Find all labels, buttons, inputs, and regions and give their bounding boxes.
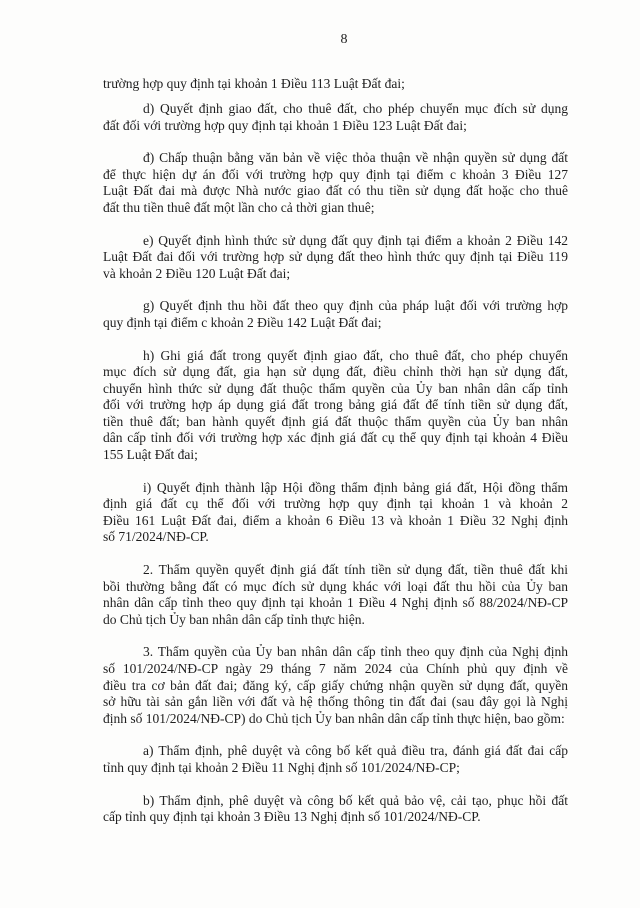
text-line: e) Quyết định hình thức sử dụng đất quy định tại điểm a khoản 2 Điều 142: [143, 232, 568, 248]
text-line: số 101/2024/NĐ-CP ngày 29 tháng 7 năm 2024 của Chính phủ quy định về: [103, 661, 568, 677]
text-line: Luật Đất đai mà được Nhà nước giao đất có thu tiền sử dụng đất hoặc cho thuê: [103, 183, 568, 199]
text-line: sở hữu tài sản gắn liền với đất và hệ thống thông tin đất đai (sau đây gọi là Nghị: [103, 694, 568, 710]
text-line: đất đối với trường hợp quy định tại khoản 1 Điều 123 Luật Đất đai;: [103, 117, 467, 133]
clause-b: [103, 793, 568, 826]
text-line: mục đích sử dụng đất, gia hạn sử dụng đất, điều chỉnh thời hạn sử dụng đất,: [103, 364, 568, 380]
text-line: chuyển hình thức sử dụng đất thuộc thẩm quyền của Ủy ban nhân dân cấp tỉnh: [103, 380, 568, 396]
text-line: dân cấp tỉnh đối với trường hợp xác định giá đất cụ thể quy định tại khoản 4 Điều: [103, 430, 568, 446]
text-line: d) Quyết định giao đất, cho thuê đất, cho phép chuyển mục đích sử dụng: [143, 100, 568, 116]
text-line: để thực hiện dự án đối với trường hợp quy định tại điểm c khoản 3 Điều 127: [103, 166, 568, 182]
text-line: i) Quyết định thành lập Hội đồng thẩm định bảng giá đất, Hội đồng thẩm: [143, 479, 568, 495]
text-line: đất thu tiền thuê đất một lần cho cả thời gian thuê;: [103, 199, 375, 215]
text-line: 2. Thẩm quyền quyết định giá đất tính tiền sử dụng đất, tiền thuê đất khi: [143, 562, 568, 578]
text-line: đ) Chấp thuận bằng văn bản về việc thỏa thuận về nhận quyền sử dụng đất: [143, 150, 568, 166]
section-3: [103, 644, 568, 727]
text-line: số 71/2024/NĐ-CP.: [103, 529, 209, 545]
text-line: 3. Thẩm quyền của Ủy ban nhân dân cấp tỉnh theo quy định của Nghị định: [143, 644, 568, 660]
text-line: 155 Luật Đất đai;: [103, 447, 198, 463]
clause-d: [103, 101, 568, 134]
document-body: [103, 76, 568, 826]
page-number: 8: [340, 32, 348, 47]
text-line: Điều 161 Luật Đất đai, điểm a khoản 6 Điều 13 và khoản 1 Điều 32 Nghị định: [103, 512, 568, 528]
text-line: bồi thường bằng đất có mục đích sử dụng khác với loại đất thu hồi của Ủy ban: [103, 578, 568, 594]
text-line: Luật Đất đai đối với trường hợp sử dụng đất theo hình thức quy định tại Điều 119: [103, 249, 568, 265]
text-line: định giá đất cụ thể đối với trường hợp quy định tại khoản 1 và khoản 2: [103, 496, 568, 512]
clause-dd: [103, 150, 568, 216]
text-line: cấp tỉnh quy định tại khoản 3 Điều 13 Nghị định số 101/2024/NĐ-CP.: [103, 809, 481, 825]
clause-h: [103, 348, 568, 464]
text-line: định số 101/2024/NĐ-CP) do Chủ tịch Ủy ban nhân dân cấp tỉnh thực hiện, bao gồm:: [103, 710, 565, 726]
section-2: [103, 562, 568, 628]
clause-e: [103, 233, 568, 283]
text-line: tiền thuê đất; ban hành quyết định giá đất thuộc thẩm quyền của Ủy ban nhân: [103, 413, 568, 429]
text-line: nhân dân cấp tỉnh theo quy định tại khoản 1 Điều 4 Nghị định số 88/2024/NĐ-CP: [103, 595, 568, 611]
text-line: đối với trường hợp áp dụng giá đất trong bảng giá đất để tính tiền sử dụng đất,: [103, 397, 568, 413]
text-line: b) Thẩm định, phê duyệt và công bố kết quả bảo vệ, cải tạo, phục hồi đất: [143, 792, 568, 808]
text-line: quy định tại điểm c khoản 2 Điều 142 Luật Đất đai;: [103, 314, 382, 330]
text-line: a) Thẩm định, phê duyệt và công bố kết quả điều tra, đánh giá đất đai cấp: [143, 743, 568, 759]
clause-i: [103, 480, 568, 546]
clause-g: [103, 298, 568, 331]
paragraph-continuation: [103, 76, 568, 93]
text-line: trường hợp quy định tại khoản 1 Điều 113 Luật Đất đai;: [103, 76, 405, 91]
text-line: do Chủ tịch Ủy ban nhân dân cấp tỉnh thực hiện.: [103, 611, 365, 627]
text-line: tỉnh quy định tại khoản 2 Điều 11 Nghị định số 101/2024/NĐ-CP;: [103, 759, 460, 775]
text-line: điều tra cơ bản đất đai; đăng ký, cấp giấy chứng nhận quyền sử dụng đất, quyền: [103, 677, 568, 693]
clause-a: [103, 743, 568, 776]
text-line: h) Ghi giá đất trong quyết định giao đất, cho thuê đất, cho phép chuyển: [143, 347, 568, 363]
text-line: và khoản 2 Điều 120 Luật Đất đai;: [103, 265, 291, 281]
text-line: g) Quyết định thu hồi đất theo quy định của pháp luật đối với trường hợp: [143, 298, 568, 314]
